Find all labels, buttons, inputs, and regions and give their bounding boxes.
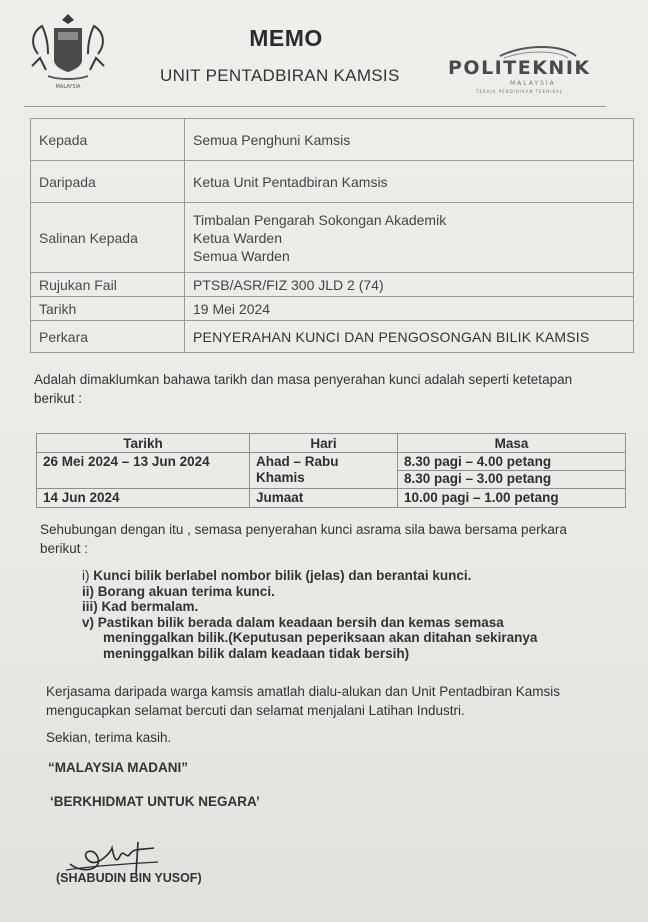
logo-sub: MALAYSIA (510, 80, 556, 87)
info-row-perkara (31, 321, 634, 353)
schedule-row (37, 453, 626, 489)
daripada-label: Daripada (31, 161, 185, 203)
signatory-name: (SHABUDIN BIN YUSOF) (56, 871, 202, 885)
schedule-masa: 8.30 pagi – 4.00 petang 8.30 pagi – 3.00 petang (398, 453, 626, 489)
unit-title: UNIT PENTADBIRAN KAMSIS (160, 66, 400, 85)
col-header-masa: Masa (398, 434, 626, 453)
list-item: v) Pastikan bilik berada dalam keadaan bersih dan kemas semasa meninggalkan bilik.(Keputusan peperiksaan akan ditahan sekiranya meninggalkan bilik dalam keadaan tidak bersih) (82, 614, 538, 661)
closing-paragraph: Kerjasama daripada warga kamsis amatlah dialu-alukan dan Unit Pentadbiran Kamsis mengucapkan selamat bercuti dan selamat menjalani Latihan Industri. (46, 684, 561, 718)
tarikh-value: 19 Mei 2024 (185, 297, 634, 321)
info-row-tarikh (31, 297, 634, 321)
schedule-table (36, 433, 626, 508)
info-row-daripada (31, 161, 634, 203)
logo-tagline: TERAJU PENDIDIKAN TEKNIKAL (476, 89, 563, 94)
salinan-label: Salinan Kepada (31, 203, 185, 273)
rujukan-label: Rujukan Fail (31, 273, 185, 297)
info-row-kepada (31, 119, 634, 161)
motto-malaysia-madani: “MALAYSIA MADANI” (48, 760, 189, 775)
intro-paragraph: Adalah dimaklumkan bahawa tarikh dan masa penyerahan kunci adalah seperti ketetapan berikut : (34, 372, 573, 406)
info-row-rujukan (31, 273, 634, 297)
schedule-tarikh: 26 Mei 2024 – 13 Jun 2024 (37, 453, 250, 489)
politeknik-logo-icon (444, 42, 604, 94)
motto-berkhidmat: ‘BERKHIDMAT UNTUK NEGARA’ (50, 794, 260, 809)
kepada-label: Kepada (31, 119, 185, 161)
kepada-value: Semua Penghuni Kamsis (185, 119, 634, 161)
perkara-label: Perkara (31, 321, 185, 353)
header-divider (24, 106, 606, 107)
list-item: iii) Kad bermalam. (82, 599, 199, 614)
salinan-values (185, 203, 634, 273)
schedule-tarikh: 14 Jun 2024 (37, 489, 250, 508)
thanks-text: Sekian, terima kasih. (46, 730, 172, 745)
tarikh-label: Tarikh (31, 297, 185, 321)
schedule-masa: 10.00 pagi – 1.00 petang (398, 489, 626, 508)
memo-info-table (30, 118, 634, 353)
salinan-value-2: Ketua Warden (193, 229, 282, 246)
logo-text: POLITEKNIK (448, 57, 591, 79)
schedule-header-row (37, 434, 626, 453)
col-header-hari: Hari (250, 434, 398, 453)
list-item: i) Kunci bilik berlabel nombor bilik (jelas) dan berantai kunci. (82, 568, 472, 583)
schedule-row (37, 489, 626, 508)
list-item: ii) Borang akuan terima kunci. (82, 583, 275, 599)
memo-title: MEMO (249, 25, 323, 51)
items-list (82, 568, 602, 661)
schedule-hari: Ahad – Rabu Khamis (250, 453, 398, 489)
info-row-salinan (31, 203, 634, 273)
salinan-value-3: Semua Warden (193, 247, 290, 264)
rujukan-value: PTSB/ASR/FIZ 300 JLD 2 (74) (185, 273, 634, 297)
schedule-hari: Jumaat (250, 489, 398, 508)
crest-caption: MALAYSIA (55, 84, 81, 90)
salinan-value-1: Timbalan Pengarah Sokongan Akademik (193, 211, 447, 228)
daripada-value: Ketua Unit Pentadbiran Kamsis (185, 161, 634, 203)
bring-intro-paragraph: Sehubungan dengan itu , semasa penyerahan kunci asrama sila bawa bersama perkara berikut : (40, 522, 567, 556)
col-header-tarikh: Tarikh (37, 434, 250, 453)
perkara-value: PENYERAHAN KUNCI DAN PENGOSONGAN BILIK KAMSIS (185, 321, 634, 353)
